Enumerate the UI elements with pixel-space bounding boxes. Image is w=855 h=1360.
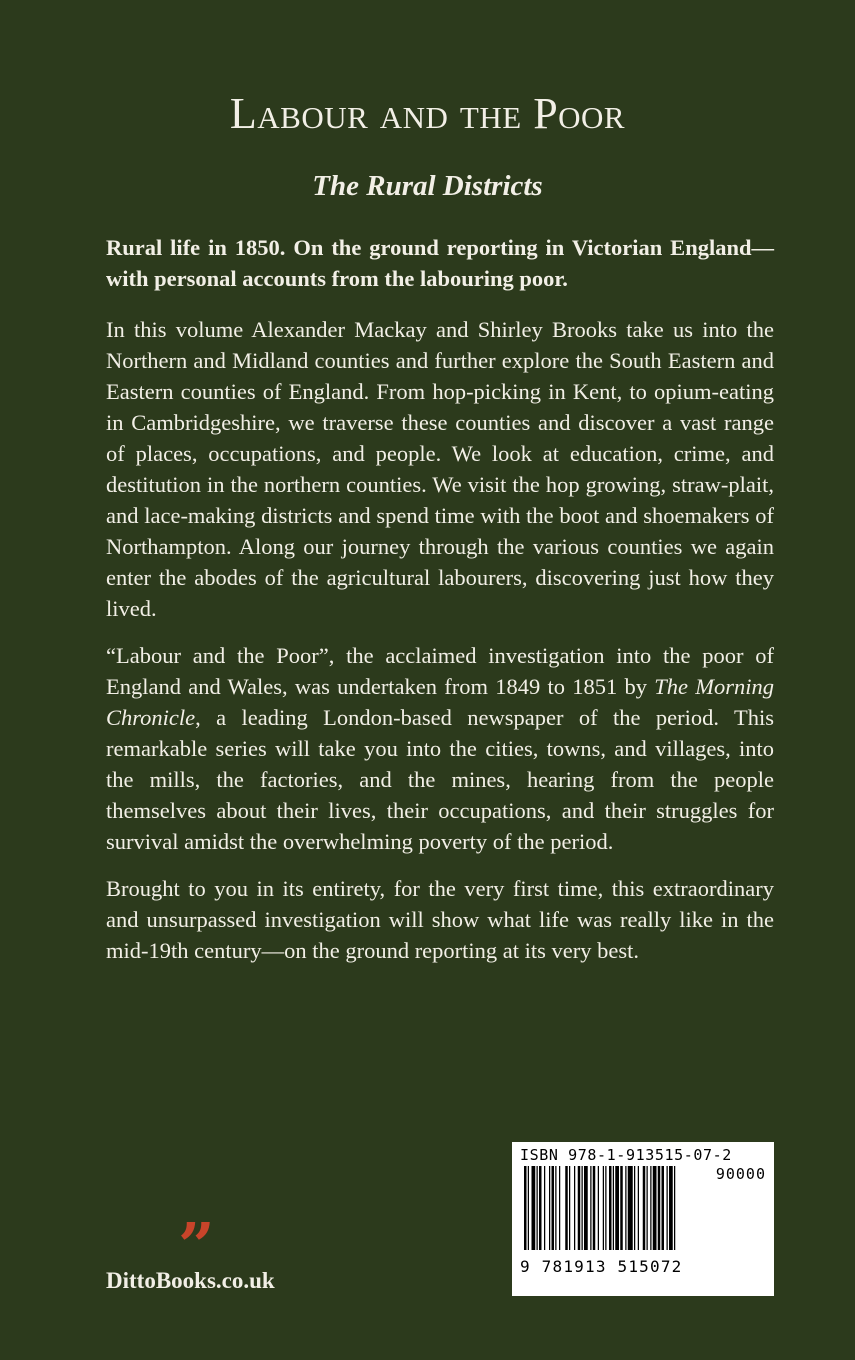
barcode-bar xyxy=(574,1166,575,1250)
barcode-bar xyxy=(658,1166,661,1250)
barcode-bar xyxy=(674,1166,675,1250)
publisher-website: DittoBooks.co.uk xyxy=(106,1268,275,1293)
barcode-bar xyxy=(582,1166,583,1250)
barcode-bar xyxy=(552,1166,555,1250)
isbn-label: ISBN 978-1-913515-07-2 xyxy=(520,1146,732,1164)
barcode-area xyxy=(520,1166,766,1276)
barcode-bar xyxy=(613,1166,614,1250)
barcode-bar xyxy=(537,1166,538,1250)
barcode-bar xyxy=(528,1166,529,1250)
barcode-bar xyxy=(625,1166,626,1250)
barcode-bar xyxy=(620,1166,623,1250)
description-paragraph-3: Brought to you in its entirety, for the very first time, this extraordinary and unsurpassed investigation will show what life was really like in the mid-19th century—on the ground reporting at its very best. xyxy=(106,876,774,963)
price-code: 90000 xyxy=(715,1165,766,1183)
barcode-bar xyxy=(532,1166,536,1250)
barcode-bar xyxy=(559,1166,560,1250)
paragraph-2-part-2: , a leading London-based newspaper of the period. This remarkable series will take you into the cities, towns, and villages, into the mills, the factories, and the mines, hearing from the people themselves about their lives, their occupations, and their struggles for survival amidst the overwhelming poverty of the period. xyxy=(106,705,774,854)
barcode-bar xyxy=(647,1166,648,1250)
isbn-barcode xyxy=(512,1142,774,1296)
barcode-bar xyxy=(643,1166,646,1250)
barcode-bar xyxy=(615,1166,619,1250)
description-paragraph-2 xyxy=(106,640,774,857)
paragraph-2-part-1: “Labour and the Poor”, the acclaimed investigation into the poor of England and Wales, was undertaken from 1849 to 1851 by xyxy=(106,643,774,699)
barcode-bar xyxy=(605,1166,606,1250)
publisher-logo-quote-icon: ” xyxy=(178,1222,215,1262)
barcode-bar xyxy=(555,1166,556,1250)
barcode-bar xyxy=(565,1166,568,1250)
lead-paragraph: Rural life in 1850. On the ground reporting in Victorian England—with personal accounts from the labouring poor. xyxy=(106,235,774,291)
book-subtitle: The Rural Districts xyxy=(312,170,543,202)
barcode-bar xyxy=(584,1166,588,1250)
barcode-bar xyxy=(669,1166,673,1250)
book-title: Labour and the Poor xyxy=(229,89,626,138)
barcode-bar xyxy=(603,1166,604,1250)
barcode-bar xyxy=(609,1166,612,1250)
newspaper-name: The Morning Chronicle xyxy=(106,674,774,730)
barcode-bar xyxy=(593,1166,596,1250)
barcode-digits: 9 781913 515072 xyxy=(520,1257,683,1276)
barcode-bar xyxy=(578,1166,581,1250)
barcode-bar xyxy=(638,1166,639,1250)
barcode-bar xyxy=(569,1166,570,1250)
blurb-text xyxy=(106,232,774,982)
barcode-bar xyxy=(662,1166,665,1250)
barcode-bar xyxy=(634,1166,635,1250)
barcode-bar xyxy=(628,1166,633,1250)
barcode-bar xyxy=(544,1166,545,1250)
description-paragraph-1: In this volume Alexander Mackay and Shirley Brooks take us into the Northern and Midland counties and further explore the South Eastern and Eastern counties of England. From hop-picking in Kent, to opium-eating in Cambridgeshire, we traverse these counties and discover a vast range of places, occupations, and people. We look at education, crime, and destitution in the northern counties. We visit the hop growing, straw-plait, and lace-making districts and spend time with the boot and shoemakers of Northampton. Along our journey through the various counties we again enter the abodes of the agricultural labourers, discovering just how they lived. xyxy=(106,317,774,621)
barcode-bar xyxy=(590,1166,591,1250)
barcode-bar xyxy=(524,1166,527,1250)
barcode-bar xyxy=(653,1166,657,1250)
barcode-bar xyxy=(549,1166,550,1250)
barcode-bar xyxy=(598,1166,599,1250)
barcode-bar xyxy=(650,1166,651,1250)
barcode-bar xyxy=(539,1166,542,1250)
barcode-bar xyxy=(667,1166,668,1250)
